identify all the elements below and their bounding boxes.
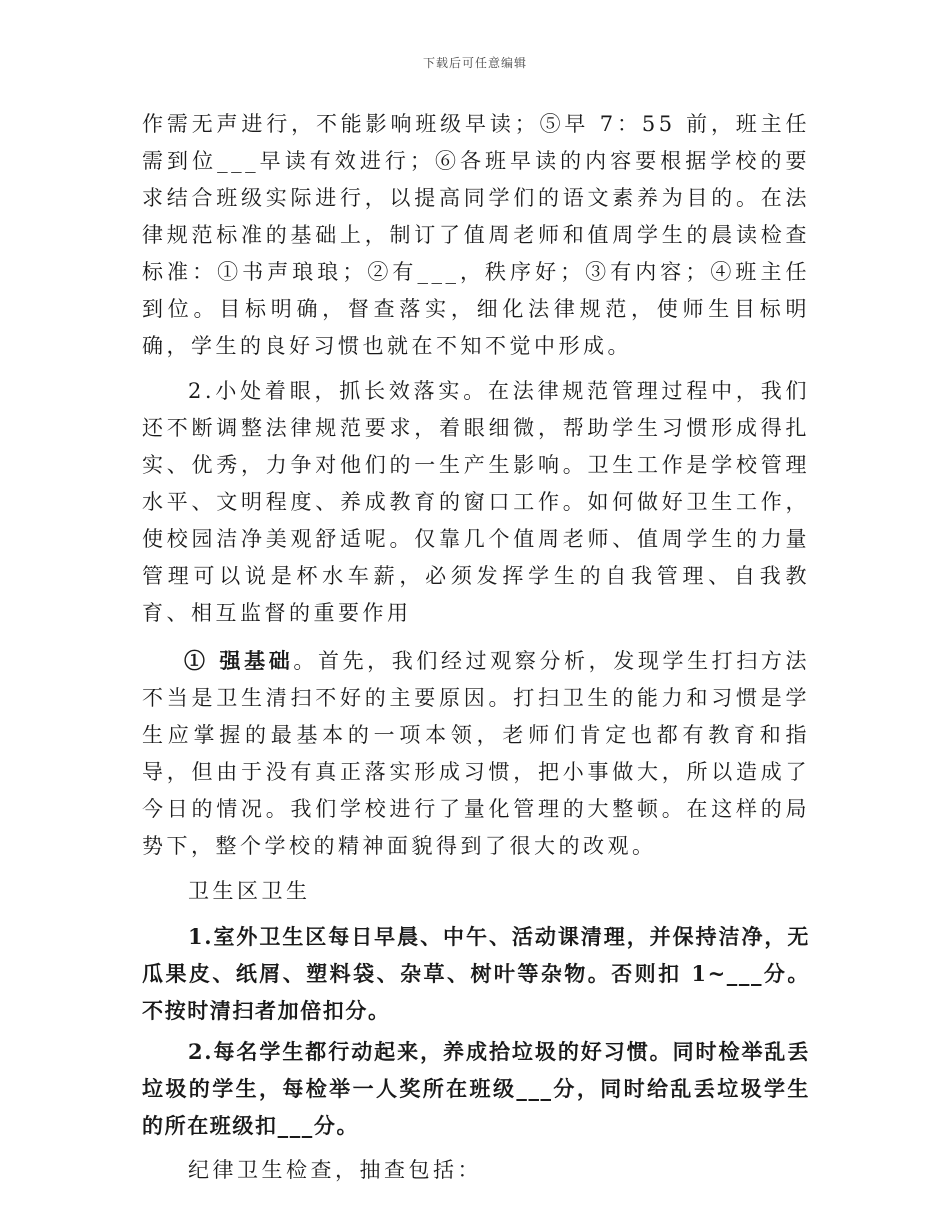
rule-item-2: 2.每名学生都行动起来，养成拾垃圾的好习惯。同时检举乱丢垃圾的学生，每检举一人奖所在班级___分，同时给乱丢垃圾学生的所在班级扣___分。 (142, 1039, 810, 1138)
document-body (142, 106, 810, 1189)
section-heading-hygiene-area: 卫生区卫生 (188, 879, 311, 903)
strengthen-basics-text: 。首先，我们经过观察分析，发现学生打扫方法不当是卫生清扫不好的主要原因。打扫卫生的能力和习惯是学生应掌握的最基本的一项本领，老师们肯定也都有教育和指导，但由于没有真正落实形成习惯，把小事做大，所以造成了今日的情况。我们学校进行了量化管理的大整顿。在这样的局势下，整个学校的精神面貌得到了很大的改观。 (142, 649, 811, 858)
paragraph-small-details: 2.小处着眼，抓长效落实。在法律规范管理过程中，我们还不断调整法律规范要求，着眼细微，帮助学生习惯形成得扎实、优秀，力争对他们的一生产生影响。卫生工作是学校管理水平、文明程度、养成教育的窗口工作。如何做好卫生工作，使校园洁净美观舒适呢。仅靠几个值周老师、值周学生的力量管理可以说是杯水车薪，必须发挥学生的自我管理、自我教育、相互监督的重要作用 (142, 379, 810, 625)
page-header: 下载后可任意编辑 (422, 56, 527, 70)
paragraph-strengthen-basics (142, 642, 810, 865)
paragraph-morning-reading: 作需无声进行，不能影响班级早读；⑤早 7：55 前，班主任需到位___早读有效进行；⑥各班早读的内容要根据学校的要求结合班级实际进行，以提高同学们的语文素养为目的。在法律规范标准的基础上，制订了值周老师和值周学生的晨读检查标准：①书声琅琅；②有___，秩序好；③有内容；④班主任到位。目标明确，督查落实，细化法律规范，使师生目标明确，学生的良好习惯也就在不知不觉中形成。 (142, 112, 810, 358)
rule-item-1: 1.室外卫生区每日早晨、中午、活动课清理，并保持洁净，无瓜果皮、纸屑、塑料袋、杂草、树叶等杂物。否则扣 1~___分。不按时清扫者加倍扣分。 (142, 924, 810, 1023)
paragraph-discipline-check: 纪律卫生检查，抽查包括： (188, 1158, 482, 1182)
strengthen-basics-heading: ① 强基础 (184, 648, 294, 673)
